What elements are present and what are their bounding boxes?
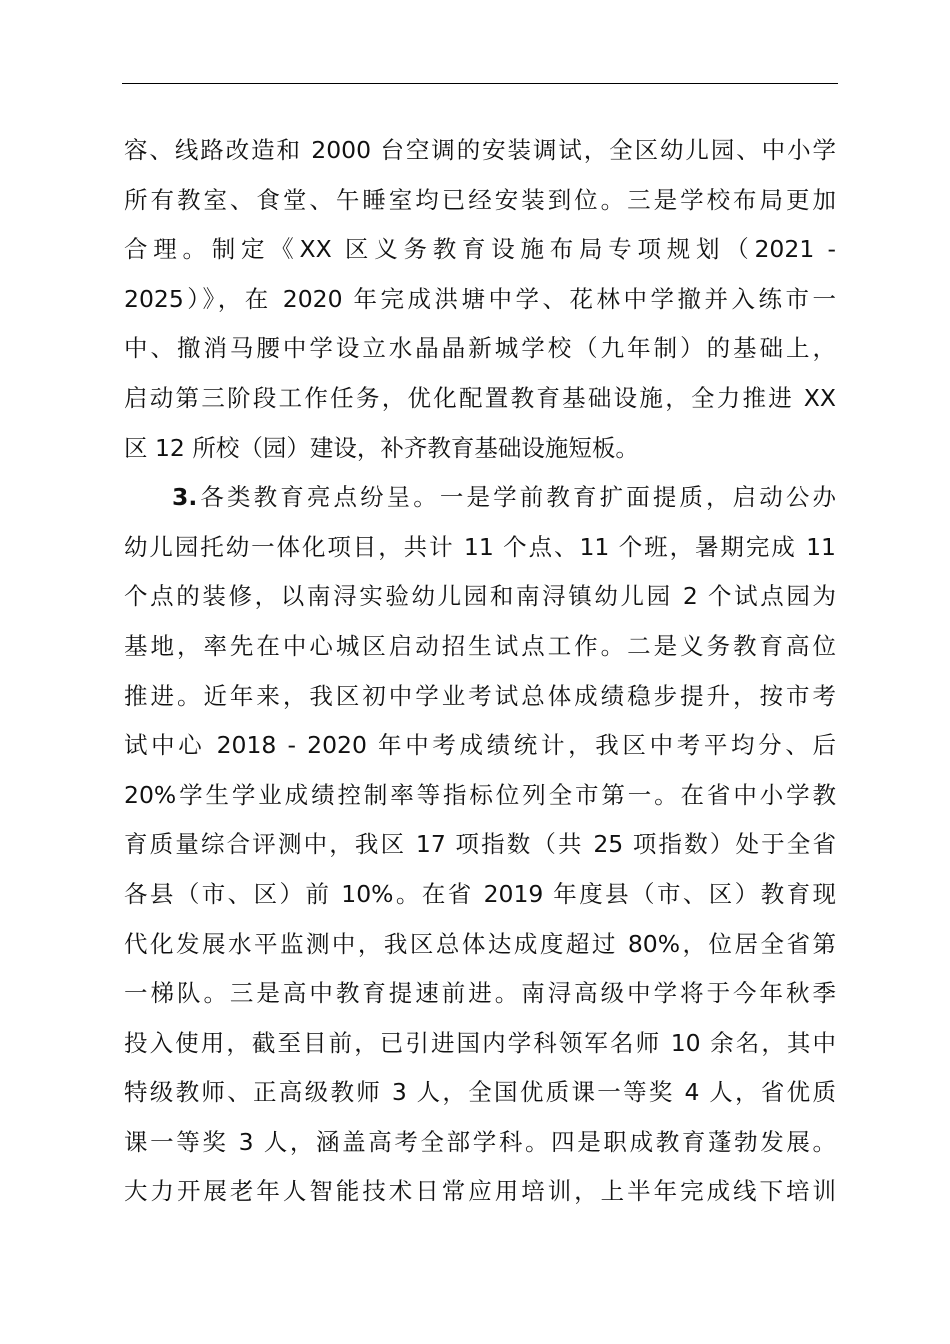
- text-line: 代化发展水平监测中，我区总体达成度超过 80%，位居全省第: [124, 929, 836, 958]
- text-line: 试中心 2018 - 2020 年中考成绩统计，我区中考平均分、后: [124, 731, 836, 760]
- section-heading-text: 各类教育亮点纷呈。一是学前教育扩面提质，启动公办: [197, 483, 836, 512]
- header-rule: [122, 83, 838, 84]
- text-line: 合理。制定《XX 区义务教育设施布局专项规划（2021 -: [124, 235, 836, 264]
- text-line: 育质量综合评测中，我区 17 项指数（共 25 项指数）处于全省: [124, 830, 836, 859]
- text-line: 个点的装修，以南浔实验幼儿园和南浔镇幼儿园 2 个试点园为: [124, 582, 836, 611]
- paragraph-1: [124, 126, 836, 473]
- text-line: 2025）》，在 2020 年完成洪塘中学、花林中学撤并入练市一: [124, 284, 836, 313]
- text-line: 中、撤消马腰中学设立水晶晶新城学校（九年制）的基础上，: [124, 334, 836, 363]
- text-line: 区 12 所校（园）建设，补齐教育基础设施短板。: [124, 433, 639, 462]
- text-line: 各县（市、区）前 10%。在省 2019 年度县（市、区）教育现: [124, 879, 836, 908]
- text-line: 幼儿园托幼一体化项目，共计 11 个点、11 个班，暑期完成 11: [124, 532, 836, 561]
- paragraph-2: [124, 473, 836, 1217]
- text-line: 所有教室、食堂、午睡室均已经安装到位。三是学校布局更加: [124, 185, 836, 214]
- text-line: 特级教师、正高级教师 3 人，全国优质课一等奖 4 人，省优质: [124, 1078, 836, 1107]
- text-line: 启动第三阶段工作任务，优化配置教育基础设施，全力推进 XX: [124, 383, 836, 412]
- text-line: 投入使用，截至目前，已引进国内学科领军名师 10 余名，其中: [124, 1028, 836, 1057]
- text-line: 基地，率先在中心城区启动招生试点工作。二是义务教育高位: [124, 631, 836, 660]
- text-line: 容、线路改造和 2000 台空调的安装调试，全区幼儿园、中小学: [124, 136, 836, 164]
- document-body: [124, 126, 836, 1217]
- text-line: 一梯队。三是高中教育提速前进。南浔高级中学将于今年秋季: [124, 979, 836, 1008]
- paragraph-first-line: [124, 473, 836, 523]
- text-line: 20%学生学业成绩控制率等指标位列全市第一。在省中小学教: [124, 780, 836, 809]
- section-number: 3.: [172, 483, 198, 512]
- text-line: 大力开展老年人智能技术日常应用培训，上半年完成线下培训: [124, 1177, 836, 1206]
- text-line: 课一等奖 3 人，涵盖高考全部学科。四是职成教育蓬勃发展。: [124, 1127, 836, 1156]
- text-line: 推进。近年来，我区初中学业考试总体成绩稳步提升，按市考: [124, 681, 836, 710]
